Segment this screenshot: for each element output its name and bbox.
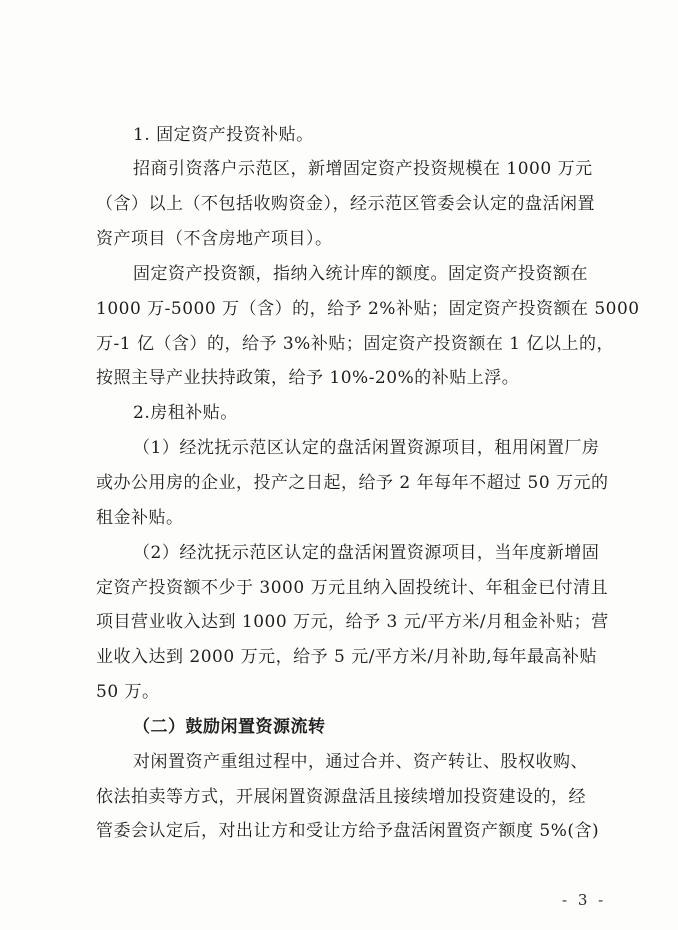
paragraph-line: 业收入达到 2000 万元，给予 5 元/平方米/月补助,每年最高补贴: [96, 647, 598, 667]
paragraph-line: 租金补贴。: [96, 508, 184, 528]
paragraph-line: 或办公用房的企业，投产之日起，给予 2 年每年不超过 50 万元的: [96, 473, 609, 493]
paragraph-line: 招商引资落户示范区，新增固定资产投资规模在 1000 万元: [133, 159, 593, 179]
paragraph-line: 2.房租补贴。: [133, 403, 238, 423]
paragraph-line: （含）以上（不包括收购资金），经示范区管委会认定的盘活闲置: [96, 194, 595, 214]
paragraph-line: 50 万。: [96, 682, 160, 702]
paragraph-line: 资产项目（不含房地产项目）。: [96, 229, 333, 249]
paragraph-line: 固定资产投资额，指纳入统计库的额度。固定资产投资额在: [133, 264, 588, 284]
paragraph-line: 对闲置资产重组过程中，通过合并、资产转让、股权收购、: [133, 752, 588, 772]
paragraph-line: （2）经沈抚示范区认定的盘活闲置资源项目，当年度新增固: [133, 543, 600, 563]
page-number: - 3 -: [562, 891, 607, 909]
paragraph-line: 定资产投资额不少于 3000 万元且纳入固投统计、年租金已付清且: [96, 578, 609, 598]
paragraph-line: 管委会认定后，对出让方和受让方给予盘活闲置资产额度 5%(含): [96, 821, 600, 841]
paragraph-line: 项目营业收入达到 1000 万元，给予 3 元/平方米/月租金补贴；营: [96, 612, 609, 632]
paragraph-line: 依法拍卖等方式，开展闲置资源盘活且接续增加投资建设的，经: [96, 787, 586, 807]
section-heading: （二）鼓励闲置资源流转: [133, 717, 326, 737]
paragraph-line: 按照主导产业扶持政策，给予 10%-20%的补贴上浮。: [96, 368, 520, 388]
paragraph-line: 1000 万-5000 万（含）的，给予 2%补贴；固定资产投资额在 5000: [96, 299, 640, 319]
paragraph-line: 万-1 亿（含）的，给予 3%补贴；固定资产投资额在 1 亿以上的，: [96, 334, 614, 354]
paragraph-line: （1）经沈抚示范区认定的盘活闲置资源项目，租用闲置厂房: [133, 438, 600, 458]
paragraph-line: 1. 固定资产投资补贴。: [133, 125, 314, 145]
